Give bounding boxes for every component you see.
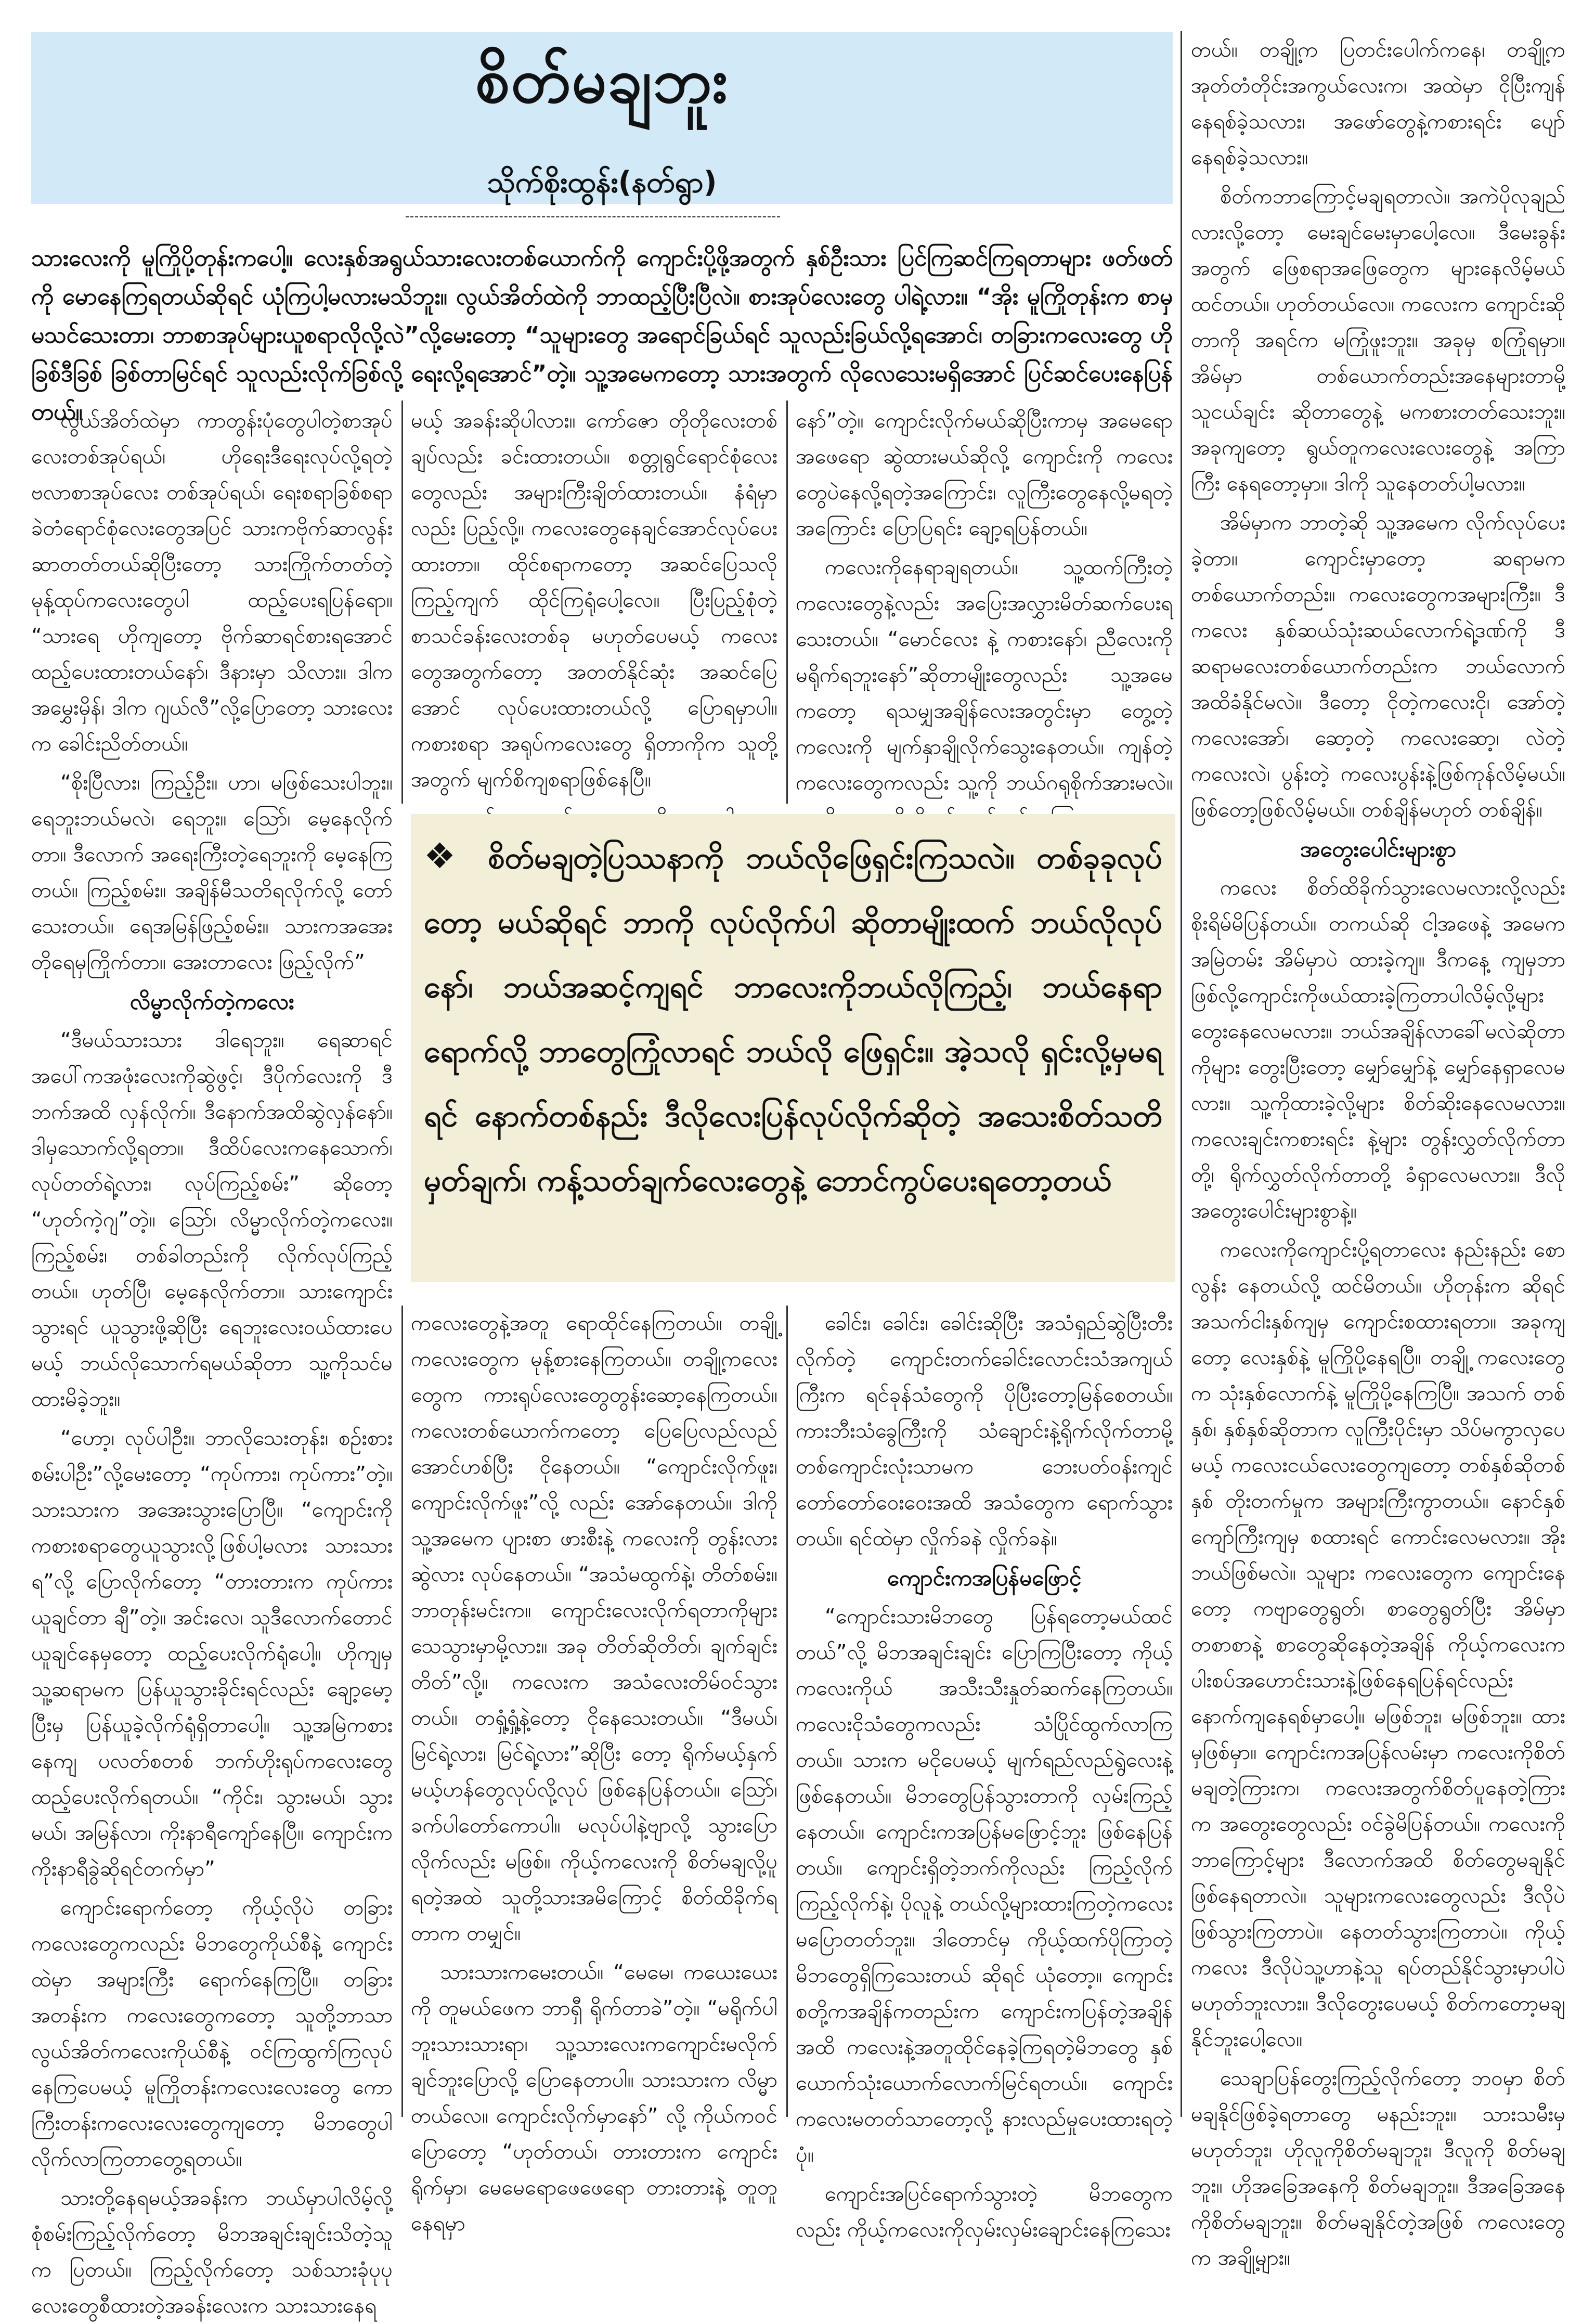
paragraph: ကလေးတွေနဲ့အတူ ရောထိုင်နေကြတယ်။ တချို့ကလေးတွေက မုန့်စားနေကြတယ်။ တချို့ကလေးတွေက ကားရုပ်လေးတွေတွန်းဆော့နေကြတယ်။ ကလေးတစ်ယောက်ကတော့ ပြေပြေလည်လည်အောင်ဟစ်ပြီး ငိုနေတယ်။ “ကျောင်းလိုက်ဖူး၊ ကျောင်းလိုက်ဖူး”လို့ လည်း အော်နေတယ်။ ဒါကို သူ့အမေက ပျားစာ ဖားစီးနဲ့ ကလေးကို တွန်းလားဆွဲလား လုပ်နေတယ်။ “အသံမထွက်နဲ့၊ တိတ်စမ်း။ ဘာတုန်းမင်းက။ ကျောင်းလေးလိုက်ရတာကိုများ သေသွားမှာမို့လား။ အခု တိတ်ဆိုတိတ်၊ ချက်ချင်းတိတ်”လို့။ ကလေးက အသံလေးတိမ်ဝင်သွားတယ်။ တရှုံ့ရှုံ့နဲ့တော့ ငိုနေသေးတယ်။ “ဒီမယ်၊ မြင်ရဲ့လား၊ မြင်ရဲ့လား”ဆိုပြီး တော့ ရိုက်မယ့်နှက်မယ့်ဟန်တွေလုပ်လို့လုပ် ဖြစ်နေပြန်တယ်။ သြော်၊ ခက်ပါတော်ကောပါ။ မလုပ်ပါနဲ့ဗျာလို့ သွားပြောလိုက်လည်း မဖြစ်။ ကိုယ့်ကလေးကို စိတ်မချလို့ပူရတဲ့အထဲ သူတို့သားအမိကြောင့် စိတ်ထိခိုက်ရတာက တမျှင်။ (411, 1311, 777, 1945)
article-title: စိတ်မချဘူး (475, 45, 729, 117)
paragraph: လွယ်အိတ်ထဲမှာ ကာတွန်းပုံတွေပါတဲ့စာအုပ်လေးတစ်အုပ်ရယ်၊ ဟိုရေးဒီရေးလုပ်လို့ရတဲ့ ဗလာစာအုပ်လေး တစ်အုပ်ရယ်၊ ရေးစရာခြစ်စရာ ခဲတံရောင်စုံလေးတွေအပြင် သားကဗိုက်ဆာလွန်းဆာတတ်တယ်ဆိုပြီးတော့ သားကြိုက်တတ်တဲ့ မုန့်ထုပ်ကလေးတွေပါ ထည့်ပေးရပြန်ရော။ “သားရေ ဟိုကျတော့ ဗိုက်ဆာရင်စားရအောင် ထည့်ပေးထားတယ်နော်၊ ဒီနားမှာ သိလား။ ဒါကအမွှေးမှိန်၊ ဒါက ဂျယ်လီ”လို့ပြောတော့ သားလေးက ခေါင်းညိတ်တယ်။ (31, 409, 393, 756)
paragraph: သေချာပြန်တွေးကြည့်လိုက်တော့ ဘဝမှာ စိတ်မချနိုင်ဖြစ်ခဲ့ရတာတွေ မနည်းဘူး။ သားသမီးမှ မဟုတ်ဘူး၊ ဟိုလူကိုစိတ်မချဘူး၊ ဒီလူကို စိတ်မချဘူး။ ဟိုအခြေအနေကို စိတ်မချဘူး။ ဒီအခြေအနေ ကိုစိတ်မချဘူး။ စိတ်မချနိုင်တဲ့အဖြစ် ကလေးတွေက အချို့များ။ (1191, 2067, 1565, 2270)
column-divider (401, 1306, 403, 2117)
article-lead: သားလေးကို မူကြိုပို့တုန်းကပေါ့။ လေးနှစ်အရွယ်သားလေးတစ်ယောက်ကို ကျောင်းပို့ဖို့အတွက် နှစ်ဦးသား ပြင်ကြဆင်ကြရတာများ ဖတ်ဖတ်ကို မောနေကြရတယ်ဆိုရင် ယုံကြပါ့မလားမသိဘူး။ လွယ်အိတ်ထဲကို ဘာထည့်ပြီးပြီလဲ။ စားအုပ်လေးတွေ ပါရဲ့လား။ “အိုး မူကြိုတုန်းက စာမှမသင်သေးတာ၊ ဘာစာအုပ်များယူစရာလိုလို့လဲ”လို့မေးတော့ “သူများတွေ အရောင်ခြယ်ရင် သူလည်းခြယ်လို့ရအောင်၊ တခြားကလေးတွေ ဟိုခြစ်ဒီခြစ် ခြစ်တာမြင်ရင် သူလည်းလိုက်ခြစ်လို့ ရေးလို့ရအောင်”တဲ့။ သူ့အမေကတော့ သားအတွက် လိုလေသေးမရှိအောင် ပြင်ဆင်ပေးနေပြန်တယ်။ (31, 245, 1173, 425)
paragraph: ကလေးကိုကျောင်းပို့ရတာလေး နည်းနည်း စောလွန်း နေတယ်လို့ ထင်မိတယ်။ ဟိုတုန်းက ဆိုရင် အသက်ငါးနှစ်ကျမှ ကျောင်းစထားရတာ။ အခုကျတော့ လေးနှစ်နဲ့ မူကြိုပို့နေရပြီ။ တချို့ ကလေးတွေက သုံးနှစ်လောက်နဲ့ မူကြိုပို့နေကြပြီ။ အသက် တစ်နှစ်၊ နှစ်နှစ်ဆိုတာက လူကြီးပိုင်းမှာ သိပ်မကွာလှပေမယ့် ကလေးငယ်လေးတွေကျတော့ တစ်နှစ်ဆိုတစ်နှစ် တိုးတက်မှုက အများကြီးကွာတယ်။ နောင်နှစ်ကျော်ကြီးကျမှ စထားရင် ကောင်းလေမလား။ အိုး ဘယ်ဖြစ်မလဲ။ သူများ ကလေးတွေက ကျောင်းနေတော့ ကဗျာတွေရွတ်၊ စာတွေရွတ်ပြီး အိမ်မှာတစာစာနဲ့ စာတွေဆိုနေတဲ့အချိန် ကိုယ့်ကလေးက ပါးစပ်အဟောင်းသားနဲ့ဖြစ်နေရပြန်ရင်လည်း နောက်ကျနေရစ်မှာပေါ့။ မဖြစ်ဘူး၊ မဖြစ်ဘူး။ ထားမှဖြစ်မှာ။ ကျောင်းကအပြန်လမ်းမှာ ကလေးကိုစိတ်မချတဲ့ကြားက၊ ကလေးအတွက်စိတ်ပူနေတဲ့ကြားက အတွေးတွေလည်း ဝင်ခွဲမိပြန်တယ်။ ကလေးကို ဘာကြောင့်များ ဒီလောက်အထိ စိတ်တွေမချနိုင်ဖြစ်နေရတာလဲ။ သူများကလေးတွေလည်း ဒီလိုပဲဖြစ်သွားကြတာပဲ။ နေတတ်သွားကြတာပဲ။ ကိုယ့်ကလေး ဒီလိုပဲသူ့ဟာနဲ့သူ ရပ်တည်နိုင်သွားမှာပါပဲ မဟုတ်ဘူးလား။ ဒီလိုတွေးပေမယ့် စိတ်ကတော့မချနိုင်ဘူးပေါ့လေ။ (1191, 1238, 1565, 2051)
column-divider (401, 401, 403, 804)
title-divider (406, 216, 780, 217)
paragraph: သားသားကမေးတယ်။ “မေမေ၊ ကယေးယေးကို တူမယ်ဖေက ဘာရှီ ရိုက်တာခဲ”တဲ့။ “မရိုက်ပါဘူးသားသားရာ၊ သူ့သားလေးကကျောင်းမလိုက်ချင်ဘူးပြောလို့ ပြောနေတာပါ။ သားသားက လိမ္မာတယ်လေ။ ကျောင်းလိုက်မှာနော်” လို့ ကိုယ်ကဝင်ပြောတော့ “ဟုတ်တယ်၊ တားတားက ကျောင်းရိုက်မှာ၊ မေမေရောဖေဖေရော တားတားနဲ့ တူတူနေရမှာ (411, 1960, 777, 2236)
paragraph: စိတ်ကဘာကြောင့်မချရတာလဲ။ အကဲပိုလုချည်လားလို့တော့ မေးချင်မေးမှာပေါ့လေ။ ဒီမေးခွန်းအတွက် ဖြေစရာအဖြေတွေက များနေလိမ့်မယ်ထင်တယ်။ ဟုတ်တယ်လေ။ ကလေးက ကျောင်းဆိုတာကို အရင်က မကြုံဖူးဘူး။ အခုမှ စကြုံရမှာ။ အိမ်မှာ တစ်ယောက်တည်းအနေများတာမို့ သူငယ်ချင်း ဆိုတာတွေနဲ့ မကစားတတ်သေးဘူး။ အခုကျတော့ ရွယ်တူကလေးလေးတွေနဲ့ အကြာကြီး နေရတော့မှာ။ ဒါကို သူနေတတ်ပါ့မလား။ (1191, 185, 1565, 496)
paragraph: နော်”တဲ့။ ကျောင်းလိုက်မယ်ဆိုပြီးကာမှ အမေရောအဖေရော ဆွဲထားမယ်ဆိုလို့ ကျောင်းကို ကလေးတွေပဲနေလို့ရတဲ့အကြောင်း၊ လူကြီးတွေနေလို့မရတဲ့အကြောင်း ပြောပြရင်း ချော့ရပြန်တယ်။ (796, 409, 1173, 540)
paragraph: ခေါင်း၊ ခေါင်း၊ ခေါင်းဆိုပြီး အသံရှည်ဆွဲပြီးတီးလိုက်တဲ့ ကျောင်းတက်ခေါင်းလောင်းသံအကျယ်ကြီးက ရင်ခုန်သံတွေကို ပိုပြီးတော့မြန်စေတယ်။ ကားဘီးသံခွေကြီးကို သံချောင်းနဲ့ရိုက်လိုက်တာမို့ တစ်ကျောင်းလုံးသာမက ဘေးပတ်ဝန်းကျင်တော်တော်ဝေးဝေးအထိ အသံတွေက ရောက်သွားတယ်။ ရင်ထဲမှာ လှိုက်ခနဲ လှိုက်ခနဲ။ (796, 1311, 1173, 1551)
pull-quote-text: စိတ်မချတဲ့ပြဿနာကို ဘယ်လိုဖြေရှင်းကြသလဲ။ တစ်ခုခုလုပ်တော့ မယ်ဆိုရင် ဘာကို လုပ်လိုက်ပါ ဆိုတာမျိုးထက် ဘယ်လိုလုပ်နော်၊ ဘယ်အဆင့်ကျရင် ဘာလေးကိုဘယ်လိုကြည့်၊ ဘယ်နေရာရောက်လို့ ဘာတွေကြုံလာရင် ဘယ်လို ဖြေရှင်း။ အဲ့သလို ရှင်းလို့မှမရရင် နောက်တစ်နည်း ဒီလိုလေးပြန်လုပ်လိုက်ဆိုတဲ့ အသေးစိတ်သတိမှတ်ချက်၊ ကန့်သတ်ချက်လေးတွေနဲ့ ဘောင်ကွပ်ပေးရတော့တယ် (424, 840, 1162, 1198)
paragraph: သားတို့နေရမယ့်အခန်းက ဘယ်မှာပါလိမ့်လို့ စုံစမ်းကြည့်လိုက်တော့ မိဘအချင်းချင်းသိတဲ့သူက ပြတယ်။ ကြည့်လိုက်တော့ သစ်သားခုံပုပုလေးတွေစီထားတဲ့အခန်းလေးက သားသားနေရ (31, 2186, 393, 2318)
column-4 (1191, 32, 1565, 2270)
subheading: အတွေးပေါင်းများစွာ (1300, 836, 1457, 862)
article-author: သိုက်စိုးထွန်း(နတ်ရွာ) (487, 165, 717, 199)
column-divider (786, 401, 788, 804)
paragraph: ကျောင်းရောက်တော့ ကိုယ့်လိုပဲ တခြားကလေးတွေကလည်း မိဘတွေကိုယ်စီနဲ့ ကျောင်းထဲမှာ အများကြီး ရောက်နေကြပြီ။ တခြားအတန်းက ကလေးတွေကတော့ သူတို့ဘာသာ လွယ်အိတ်ကလေးကိုယ်စီနဲ့ ဝင်ကြထွက်ကြလုပ်နေကြပေမယ့် မူကြိုတန်းကလေးလေးတွေ ကောကြီးတန်းကလေးလေးတွေကျတော့ မိဘတွေပါ လိုက်လာကြတာတွေ့ရတယ်။ (31, 1896, 393, 2171)
column-divider (1181, 31, 1182, 2117)
column-divider (786, 1306, 788, 2117)
paragraph: “ကျောင်းသားမိဘတွေ ပြန်ရတော့မယ်ထင်တယ်”လို့ မိဘအချင်းချင်း ပြောကြပြီးတော့ ကိုယ့်ကလေးကိုယ် အသီးသီးနှုတ်ဆက်နေကြတယ်။ ကလေးငိုသံတွေကလည်း သံပြိုင်ထွက်လာကြတယ်။ သားက မငိုပေမယ့် မျက်ရည်လည်ရွဲလေးနဲ့ ဖြစ်နေတယ်။ မိဘတွေပြန်သွားတာကို လှမ်းကြည့်နေတယ်။ ကျောင်းကအပြန်မဖြောင့်ဘူး ဖြစ်နေပြန်တယ်။ ကျောင်းရှိတဲ့ဘက်ကိုလည်း ကြည့်လိုက်ကြည့်လိုက်နဲ့၊ ပိုလူနဲ့ တယ်လို့များထားကြတဲ့ကလေး မပြောတတ်ဘူး။ ဒါတောင်မှ ကိုယ့်ထက်ပိုကြာတဲ့မိဘတွေရှိကြသေးတယ် ဆိုရင် ယုံတော့။ ကျောင်းစတို့ကအချိန်ကတည်းက ကျောင်းကပြန်တဲ့အချိန်အထိ ကလေးနဲ့အတူထိုင်နေခဲ့ကြရတဲ့မိဘတွေ နှစ်ယောက်သုံးယောက်လောက်မြင်ရတယ်။ ကျောင်းကလေးမတတ်သာတော့လို့ နားလည်မှုပေးထားရတဲ့ပုံ။ (796, 1605, 1173, 2167)
diamond-bullet-icon: ❖ (424, 836, 468, 877)
paragraph: “ဟော့၊ လုပ်ပါဦး။ ဘာလိုသေးတုန်း၊ စဉ်းစားစမ်းပါဦး”လို့မေးတော့ “ကုပ်ကား၊ ကုပ်ကား”တဲ့။ သားသားက အအေးသွားပြောပြီ။ “ကျောင်းကို ကစားစရာတွေယူသွားလို့ဖြစ်ပါ့မလား သားသားရ”လို့ ပြောလိုက်တော့ “တားတားက ကုပ်ကားယူချင်တာ ချီ”တဲ့။ အင်းလေ၊ သူဒီလောက်တောင်ယူချင်နေမှတော့ ထည့်ပေးလိုက်ရုံပေါ့။ ဟိုကျမှ သူ့ဆရာမက ပြန်ယူသွားခိုင်းရင်လည်း ချော့မော့ပြီးမှ ပြန်ယူခဲ့လိုက်ရုံရှိတာပေါ့။ သူ့အမြဲကစားနေကျ ပလတ်စတစ် ဘက်ဟိုးရုပ်ကလေးတွေ ထည့်ပေးလိုက်ရတယ်။ “ကိုင်း၊ သွားမယ်၊ သွားမယ်၊ အမြန်လာ၊ ကိုးနာရီကျော်နေပြီ။ ကျောင်းက ကိုးနာရီခွဲဆိုရင်တက်မှာ” (31, 1426, 393, 1881)
subheading: ကျောင်းကအပြန်မဖြောင့် (887, 1565, 1082, 1591)
column-3-top (796, 403, 1173, 801)
column-2-top (411, 403, 777, 801)
column-2-bottom (411, 1306, 777, 2236)
paragraph: “ဒီမယ်သားသား ဒါရေဘူး။ ရေဆာရင် အပေါ်ကအဖုံးလေးကိုဆွဲဖွင့်၊ ဒီပိုက်လေးကို ဒီဘက်အထိ လှန်လိုက်။ ဒီနောက်အထိဆွဲလှန်နော်။ ဒါမှသောက်လို့ရတာ။ ဒီထိပ်လေးကနေသောက်၊ လုပ်တတ်ရဲ့လား၊ လုပ်ကြည့်စမ်း” ဆိုတော့ “ဟုတ်ကဲ့ဂျ”တဲ့။ သြော်၊ လိမ္မာလိုက်တဲ့ကလေး။ ကြည့်စမ်း၊ တစ်ခါတည်းကို လိုက်လုပ်ကြည့်တယ်။ ဟုတ်ပြီ၊ မေ့နေလိုက်တာ။ သားကျောင်းသွားရင် ယူသွားဖို့ဆိုပြီး ရေဘူးလေးဝယ်ထားပေမယ့် ဘယ်လိုသောက်ရမယ်ဆိုတာ သူ့ကိုသင်မထားမိခဲ့ဘူး။ (31, 1028, 393, 1411)
paragraph: ကျောင်းအပြင်ရောက်သွားတဲ့ မိဘတွေကလည်း ကိုယ့်ကလေးကိုလှမ်းလှမ်းချောင်းနေကြသေး (796, 2182, 1173, 2242)
paragraph: ကလေး စိတ်ထိခိုက်သွားလေမလားလို့လည်း စိုးရိမ်မိပြန်တယ်။ တကယ်ဆို ငါ့အဖေနဲ့ အမေက အမြဲတမ်း အိမ်မှာပဲ ထားခဲ့ကျ။ ဒီကနေ့ ကျမှဘာဖြစ်လို့ကျောင်းကိုဖယ်ထားခဲ့ကြတာပါလိမ့်လို့များ တွေးနေလေမလား။ ဘယ်အချိန်လာခေါ်မလဲဆိုတာကိုများ တွေးပြီးတော့ မျှော်မျှော်နဲ့ မျှော်နေရှာလေမလား။ သူ့ကိုထားခဲ့လို့များ စိတ်ဆိုးနေလေမလား။ ကလေးချင်းကစားရင်း နဲ့များ တွန်းလွှတ်လိုက်တာတို့၊ ရိုက်လွှတ်လိုက်တာတို့ ခံရှာလေမလား။ ဒီလို အတွေးပေါင်းများစွာနဲ့။ (1191, 876, 1565, 1223)
pull-quote (424, 824, 1162, 1212)
column-1 (31, 403, 393, 2318)
paragraph: ကလေးကိုနေရာချရတယ်။ သူ့ထက်ကြီးတဲ့ ကလေးတွေနဲ့လည်း အပြေးအလွှားမိတ်ဆက်ပေးရသေးတယ်။ “မောင်လေး နဲ့ ကစားနော်၊ ညီလေးကိုမရိုက်ရဘူးနော်”ဆိုတာမျိုးတွေလည်း သူ့အမေကတော့ ရသမျှအချိန်လေးအတွင်းမှာ တွေ့တဲ့ ကလေးကို မျက်နှာချိုလိုက်သွေးနေတယ်။ ကျန်တဲ့ကလေးတွေကလည်း သူ့ကို ဘယ်ဂရုစိုက်အားမလဲ။ (796, 556, 1173, 795)
paragraph: တယ်။ တချို့က ပြတင်းပေါက်ကနေ၊ တချို့က အုတ်တံတိုင်းအကွယ်လေးက၊ အထဲမှာ ငိုပြီးကျန်နေရစ်ခဲ့သလား၊ အဖော်တွေနဲ့ကစားရင်း ပျော်နေရစ်ခဲ့သလား။ (1191, 38, 1565, 170)
subheading: လိမ္မာလိုက်တဲ့ကလေး (129, 989, 294, 1014)
paragraph: မယ့် အခန်းဆိုပါလား။ ကော်ဇော တိုတိုလေးတစ်ချပ်လည်း ခင်းထားတယ်။ စတ္တုရွင်ရောင်စုံလေးတွေလည်း အများကြီးချိတ်ထားတယ်။ နံရံမှာလည်း ပြည့်လို့။ ကလေးတွေနေချင်အောင်လုပ်ပေးထားတာ။ ထိုင်စရာကတော့ အဆင်ပြေသလိုကြည့်ကျက် ထိုင်ကြရုံပေါ့လေ။ ပြီးပြည့်စုံတဲ့ စာသင်ခန်းလေးတစ်ခု မဟုတ်ပေမယ့် ကလေးတွေအတွက်တော့ အတတ်နိုင်ဆုံး အဆင်ပြေအောင် လုပ်ပေးထားတယ်လို့ ပြောရမှာပါ။ ကစားစရာ အရုပ်ကလေးတွေ ရှိတာကိုက သူတို့အတွက် မျက်စိကျစရာဖြစ်နေပြီ။ (411, 409, 777, 792)
column-3-bottom (796, 1306, 1173, 2242)
paragraph: “စိုးပြီလား၊ ကြည့်ဦး။ ဟာ၊ မဖြစ်သေးပါဘူး။ ရေဘူးဘယ်မလဲ၊ ရေဘူး။ သြော်၊ မေ့နေလိုက်တာ။ ဒီလောက် အရေးကြီးတဲ့ရေဘူးကို မေ့နေကြတယ်။ ကြည့်စမ်း။ အချိန်မီသတိရလိုက်လို့ တော်သေးတယ်။ ရေအမြန်ဖြည့်စမ်း။ သားကအအေးတိုရေမှကြိုက်တာ။ အေးတာလေး ဖြည့်လိုက်” (31, 771, 393, 974)
paragraph: အိမ်မှာက ဘာတဲ့ဆို သူ့အမေက လိုက်လုပ်ပေးခဲ့တာ။ ကျောင်းမှာတော့ ဆရာမကတစ်ယောက်တည်း။ ကလေးတွေကအများကြီး။ ဒီကလေး နှစ်ဆယ်သုံးဆယ်လောက်ရဲ့ဒဏ်ကို ဒီဆရာမလေးတစ်ယောက်တည်းက ဘယ်လောက်အထိခံနိုင်မလဲ။ ဒီတော့ ငိုတဲ့ကလေးငို၊ အော်တဲ့ကလေးအော်၊ ဆော့တဲ့ ကလေးဆော့၊ လဲတဲ့ ကလေးလဲ၊ ပွန်းတဲ့ ကလေးပွန်းနဲ့ဖြစ်ကုန်လိမ့်မယ်။ ဖြစ်တော့ဖြစ်လိမ့်မယ်။ တစ်ချိန်မဟုတ် တစ်ချိန်။ (1191, 511, 1565, 822)
